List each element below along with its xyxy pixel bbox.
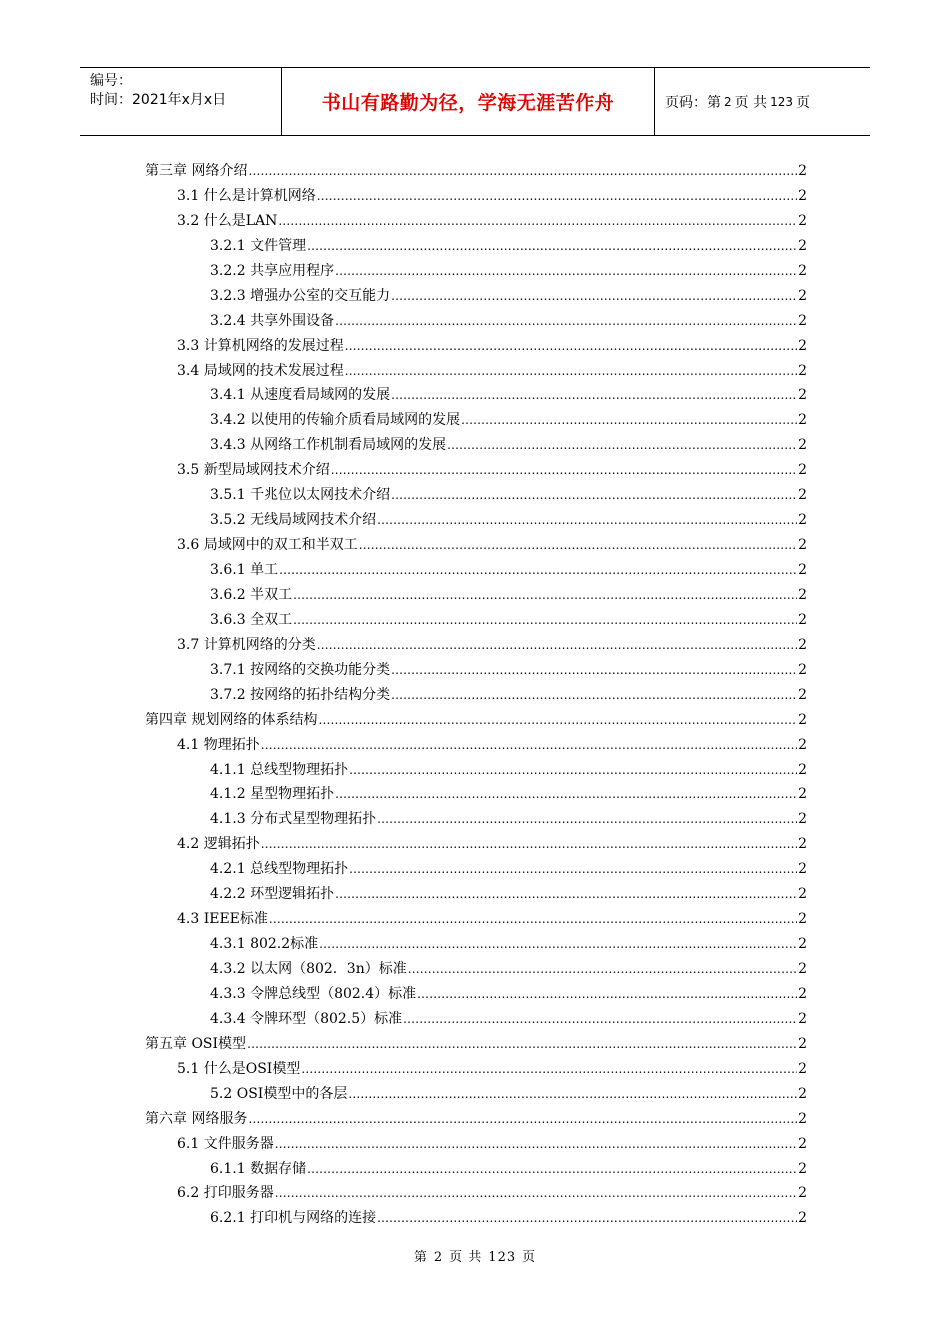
toc-leader-dots (275, 1132, 797, 1157)
toc-entry-page: 2 (798, 312, 807, 329)
toc-entry[interactable] (145, 1007, 807, 1032)
toc-entry-page: 2 (798, 661, 807, 678)
toc-entry-title: 4.3.4 令牌环型（802.5）标准 (210, 1010, 403, 1027)
toc-leader-dots (391, 483, 797, 508)
header-page-suffix: 页 (796, 94, 810, 111)
toc-entry-title: 4.2 逻辑拓扑 (177, 836, 260, 853)
toc-entry-page: 2 (798, 886, 807, 903)
footer-prefix: 第 (413, 1250, 428, 1265)
toc-entry-page: 2 (798, 412, 807, 429)
toc-entry-title: 6.2 打印服务器 (177, 1185, 274, 1202)
toc-leader-dots (391, 658, 797, 683)
toc-entry-title: 4.2.1 总线型物理拓扑 (210, 861, 349, 878)
footer-page-total: 123 (488, 1250, 517, 1265)
toc-entry-page: 2 (798, 212, 807, 229)
toc-entry-page: 2 (798, 761, 807, 778)
toc-entry-title: 4.3.3 令牌总线型（802.4）标准 (210, 985, 417, 1002)
toc-entry-title: 5.1 什么是OSI模型 (177, 1060, 301, 1077)
toc-entry[interactable] (145, 782, 807, 807)
header-page-info (655, 68, 870, 135)
toc-entry[interactable] (145, 284, 807, 309)
toc-entry[interactable] (145, 708, 807, 733)
toc-entry[interactable] (145, 159, 807, 184)
toc-entry[interactable] (145, 832, 807, 857)
toc-entry-page: 2 (798, 686, 807, 703)
toc-entry-title: 3.4.3 从网络工作机制看局域网的发展 (210, 437, 447, 454)
toc-entry-page: 2 (798, 462, 807, 479)
toc-leader-dots (447, 433, 797, 458)
toc-entry[interactable] (145, 483, 807, 508)
toc-entry[interactable] (145, 907, 807, 932)
toc-entry-title: 第五章 OSI模型 (145, 1035, 247, 1052)
toc-entry-title: 6.1 文件服务器 (177, 1135, 274, 1152)
toc-entry-title: 第四章 规划网络的体系结构 (145, 711, 318, 728)
toc-entry-page: 2 (798, 811, 807, 828)
toc-entry-title: 3.5.1 千兆位以太网技术介绍 (210, 487, 391, 504)
toc-entry-title: 3.7.2 按网络的拓扑结构分类 (210, 686, 391, 703)
toc-entry[interactable] (145, 433, 807, 458)
toc-leader-dots (318, 708, 797, 733)
toc-leader-dots (247, 1032, 797, 1057)
toc-entry-title: 3.6.3 全双工 (210, 611, 293, 628)
toc-entry-page: 2 (798, 1085, 807, 1102)
toc-entry-page: 2 (798, 736, 807, 753)
toc-entry-title: 4.1 物理拓扑 (177, 736, 260, 753)
toc-entry-title: 3.2 什么是LAN (177, 212, 278, 229)
toc-entry-title: 第三章 网络介绍 (145, 163, 248, 179)
toc-entry-page: 2 (798, 786, 807, 803)
toc-entry[interactable] (145, 533, 807, 558)
toc-entry-title: 3.1 什么是计算机网络 (177, 187, 316, 204)
toc-entry[interactable] (145, 508, 807, 533)
toc-entry-page: 2 (798, 237, 807, 254)
toc-entry[interactable] (145, 558, 807, 583)
toc-entry[interactable] (145, 309, 807, 334)
toc-entry[interactable] (145, 383, 807, 408)
toc-leader-dots (335, 309, 797, 334)
toc-leader-dots (248, 159, 797, 184)
toc-entry[interactable] (145, 1032, 807, 1057)
toc-entry-title: 3.7 计算机网络的分类 (177, 636, 316, 653)
toc-entry-title: 3.5.2 无线局域网技术介绍 (210, 512, 377, 529)
header-page-total: 123 (770, 94, 793, 109)
toc-entry[interactable] (145, 608, 807, 633)
header-meta (80, 68, 282, 135)
toc-leader-dots (345, 334, 797, 359)
toc-leader-dots (248, 1107, 797, 1132)
toc-entry[interactable] (145, 408, 807, 433)
toc-leader-dots (377, 1206, 797, 1231)
toc-entry-title: 4.3.1 802.2标准 (210, 936, 319, 953)
toc-entry[interactable] (145, 359, 807, 384)
toc-entry[interactable] (145, 932, 807, 957)
toc-entry-title: 4.3 IEEE标准 (177, 911, 268, 928)
toc-leader-dots (275, 1181, 797, 1206)
toc-entry-page: 2 (798, 163, 807, 179)
toc-leader-dots (408, 957, 797, 982)
toc-entry[interactable] (145, 209, 807, 234)
toc-leader-dots (279, 558, 797, 583)
header-motto-cell (282, 68, 655, 135)
toc-entry-page: 2 (798, 985, 807, 1002)
footer-mid: 页 共 (449, 1250, 483, 1265)
toc-entry[interactable] (145, 982, 807, 1007)
toc-entry-page: 2 (798, 1185, 807, 1202)
toc-leader-dots (377, 807, 797, 832)
toc-entry-title: 3.3 计算机网络的发展过程 (177, 337, 344, 354)
toc-entry-page: 2 (798, 611, 807, 628)
toc-entry[interactable] (145, 1157, 807, 1182)
toc-entry-title: 3.4.2 以使用的传输介质看局域网的发展 (210, 412, 461, 429)
page-footer (0, 1246, 950, 1265)
toc-leader-dots (269, 907, 797, 932)
toc-entry-page: 2 (798, 711, 807, 728)
page-header (80, 67, 870, 136)
toc-entry-page: 2 (798, 1010, 807, 1027)
toc-entry[interactable] (145, 1057, 807, 1082)
toc-leader-dots (359, 533, 797, 558)
toc-entry-title: 第六章 网络服务 (145, 1110, 248, 1127)
toc-entry-page: 2 (798, 1135, 807, 1152)
table-of-contents (145, 159, 807, 1231)
toc-leader-dots (391, 284, 797, 309)
toc-leader-dots (417, 982, 797, 1007)
toc-entry-title: 4.1.3 分布式星型物理拓扑 (210, 811, 377, 828)
toc-entry[interactable] (145, 1107, 807, 1132)
document-number-label: 编号： (90, 73, 132, 89)
header-page-prefix: 页码：第 (665, 94, 721, 111)
toc-entry[interactable] (145, 882, 807, 907)
toc-entry[interactable] (145, 957, 807, 982)
toc-entry[interactable] (145, 259, 807, 284)
toc-entry-title: 3.6.1 单工 (210, 562, 279, 578)
toc-entry[interactable] (145, 184, 807, 209)
toc-entry-page: 2 (798, 437, 807, 454)
toc-entry-title: 3.6.2 半双工 (210, 586, 293, 603)
toc-leader-dots (335, 259, 797, 284)
toc-leader-dots (293, 583, 797, 608)
toc-entry-title: 5.2 OSI模型中的各层 (210, 1085, 348, 1102)
toc-entry-page: 2 (798, 287, 807, 304)
toc-entry[interactable] (145, 857, 807, 882)
toc-entry-title: 3.7.1 按网络的交换功能分类 (210, 661, 391, 678)
toc-entry-page: 2 (798, 1210, 807, 1227)
toc-entry[interactable] (145, 1082, 807, 1107)
toc-leader-dots (307, 1157, 797, 1182)
toc-entry-page: 2 (798, 1060, 807, 1077)
toc-entry-title: 3.6 局域网中的双工和半双工 (177, 537, 358, 554)
toc-leader-dots (348, 1082, 797, 1107)
toc-entry[interactable] (145, 683, 807, 708)
toc-entry[interactable] (145, 733, 807, 758)
toc-leader-dots (349, 758, 797, 783)
toc-entry[interactable] (145, 1181, 807, 1206)
toc-entry-page: 2 (798, 911, 807, 928)
toc-entry-title: 4.3.2 以太网（802．3n）标准 (210, 961, 407, 977)
toc-leader-dots (335, 882, 797, 907)
toc-entry[interactable] (145, 658, 807, 683)
toc-entry-title: 3.4.1 从速度看局域网的发展 (210, 387, 391, 404)
toc-entry-title: 4.2.2 环型逻辑拓扑 (210, 886, 335, 903)
header-page-mid: 页 共 (734, 94, 768, 111)
toc-entry-page: 2 (798, 337, 807, 354)
toc-entry-page: 2 (798, 262, 807, 279)
toc-leader-dots (278, 209, 797, 234)
toc-leader-dots (261, 733, 797, 758)
toc-entry-page: 2 (798, 961, 807, 977)
footer-suffix: 页 (522, 1250, 537, 1265)
toc-entry[interactable] (145, 583, 807, 608)
toc-entry[interactable] (145, 1206, 807, 1231)
toc-entry-title: 3.2.2 共享应用程序 (210, 262, 335, 279)
toc-leader-dots (293, 608, 797, 633)
toc-entry[interactable] (145, 234, 807, 259)
header-page-current: 2 (724, 94, 732, 109)
toc-entry-page: 2 (798, 512, 807, 529)
toc-entry-page: 2 (798, 1035, 807, 1052)
toc-entry-page: 2 (798, 537, 807, 554)
toc-entry-title: 3.4 局域网的技术发展过程 (177, 362, 344, 379)
toc-entry-title: 3.2.1 文件管理 (210, 237, 307, 254)
toc-leader-dots (317, 633, 797, 658)
toc-entry-page: 2 (798, 1160, 807, 1177)
toc-entry-title: 3.2.4 共享外围设备 (210, 312, 335, 329)
toc-leader-dots (345, 359, 797, 384)
toc-leader-dots (335, 782, 797, 807)
toc-entry-page: 2 (798, 187, 807, 204)
toc-entry-title: 6.2.1 打印机与网络的连接 (210, 1210, 377, 1227)
toc-entry-page: 2 (798, 387, 807, 404)
header-motto: 书山有路勤为径，学海无涯苦作舟 (321, 92, 615, 114)
toc-entry-page: 2 (798, 836, 807, 853)
toc-entry-page: 2 (798, 362, 807, 379)
toc-entry-title: 3.5 新型局域网技术介绍 (177, 462, 330, 479)
toc-leader-dots (377, 508, 797, 533)
toc-leader-dots (403, 1007, 797, 1032)
toc-entry-page: 2 (798, 936, 807, 953)
document-time: 时间：2021年x月x日 (90, 92, 227, 108)
toc-leader-dots (461, 408, 797, 433)
toc-entry[interactable] (145, 334, 807, 359)
toc-leader-dots (391, 383, 797, 408)
toc-entry-title: 4.1.1 总线型物理拓扑 (210, 761, 349, 778)
toc-entry-page: 2 (798, 861, 807, 878)
toc-leader-dots (391, 683, 797, 708)
toc-entry[interactable] (145, 758, 807, 783)
toc-entry-page: 2 (798, 636, 807, 653)
toc-leader-dots (319, 932, 797, 957)
toc-entry[interactable] (145, 458, 807, 483)
toc-entry-title: 6.1.1 数据存储 (210, 1160, 307, 1177)
toc-entry[interactable] (145, 633, 807, 658)
toc-leader-dots (349, 857, 797, 882)
toc-entry-page: 2 (798, 1110, 807, 1127)
toc-entry-title: 4.1.2 星型物理拓扑 (210, 786, 335, 803)
toc-leader-dots (301, 1057, 797, 1082)
toc-leader-dots (261, 832, 797, 857)
footer-page-current: 2 (433, 1250, 444, 1265)
toc-entry-page: 2 (798, 562, 807, 578)
toc-entry-title: 3.2.3 增强办公室的交互能力 (210, 287, 391, 304)
toc-entry-page: 2 (798, 586, 807, 603)
toc-leader-dots (307, 234, 797, 259)
toc-leader-dots (317, 184, 797, 209)
toc-leader-dots (331, 458, 797, 483)
toc-entry[interactable] (145, 807, 807, 832)
toc-entry[interactable] (145, 1132, 807, 1157)
toc-entry-page: 2 (798, 487, 807, 504)
